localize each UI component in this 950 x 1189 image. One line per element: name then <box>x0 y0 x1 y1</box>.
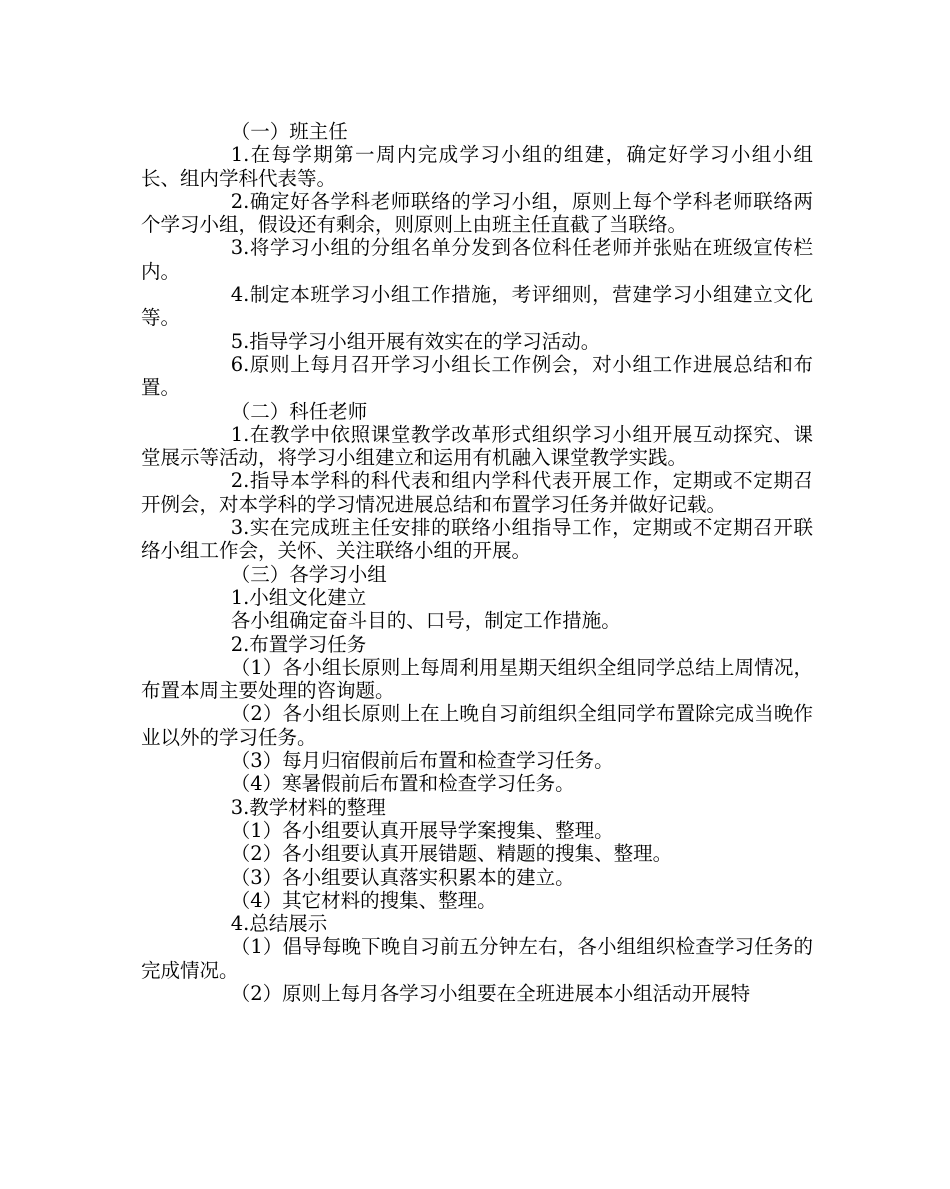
section-heading-head-teacher: （一）班主任 <box>230 120 348 143</box>
list-item: （1）倡导每晚下晚自习前五分钟左右，各小组组织检查学习任务的完成情况。 <box>141 935 813 982</box>
list-item: （4）其它材料的搜集、整理。 <box>230 888 497 912</box>
paragraph: 6.原则上每月召开学习小组长工作例会，对小组工作进展总结和布置。 <box>141 352 813 400</box>
paragraph: 3.将学习小组的分组名单分发到各位科任老师并张贴在班级宣传栏内。 <box>141 236 813 283</box>
list-item: （2）各小组要认真开展错题、精题的搜集、整理。 <box>230 842 673 866</box>
list-item: （3）每月归宿假前后布置和检查学习任务。 <box>230 749 614 773</box>
list-item: （3）各小组要认真落实积累本的建立。 <box>230 865 575 889</box>
paragraph: 1.在教学中依照课堂教学改革形式组织学习小组开展互动探究、课堂展示等活动，将学习小组建立和运用有机融入课堂教学实践。 <box>141 422 813 470</box>
document-body <box>141 120 813 1005</box>
paragraph: 2.确定好各学科老师联络的学习小组，原则上每个学科老师联络两个学习小组，假设还有剩余，则原则上由班主任直截了当联络。 <box>141 189 813 237</box>
paragraph: 2.指导本学科的科代表和组内学科代表开展工作，定期或不定期召开例会，对本学科的学习情况进展总结和布置学习任务并做好记载。 <box>141 469 813 516</box>
section-heading-study-groups: （三）各学习小组 <box>230 562 387 586</box>
paragraph: 各小组确定奋斗目的、口号，制定工作措施。 <box>230 609 621 633</box>
list-item: （2）各小组长原则上在上晚自习前组织全组同学布置除完成当晚作业以外的学习任务。 <box>141 702 813 749</box>
list-item: （4）寒暑假前后布置和检查学习任务。 <box>230 772 575 796</box>
subheading: 3.教学材料的整理 <box>230 795 386 819</box>
list-item: （1）各小组长原则上每周利用星期天组织全组同学总结上周情况，布置本周主要处理的咨询题。 <box>141 655 813 703</box>
paragraph: 3.实在完成班主任安排的联络小组指导工作，定期或不定期召开联络小组工作会，关怀、关注联络小组的开展。 <box>141 516 813 563</box>
list-item: （1）各小组要认真开展导学案搜集、整理。 <box>230 818 614 842</box>
list-item: （2）原则上每月各学习小组要在全班进展本小组活动开展特 <box>230 981 751 1005</box>
paragraph: 1.在每学期第一周内完成学习小组的组建，确定好学习小组小组长、组内学科代表等。 <box>141 143 813 190</box>
paragraph: 5.指导学习小组开展有效实在的学习活动。 <box>230 329 601 353</box>
subheading: 2.布置学习任务 <box>230 632 367 656</box>
subheading: 4.总结展示 <box>230 912 328 936</box>
section-heading-subject-teachers: （二）科任老师 <box>230 399 368 423</box>
paragraph: 4.制定本班学习小组工作措施，考评细则，营建学习小组建立文化等。 <box>141 283 813 330</box>
subheading: 1.小组文化建立 <box>230 585 367 609</box>
